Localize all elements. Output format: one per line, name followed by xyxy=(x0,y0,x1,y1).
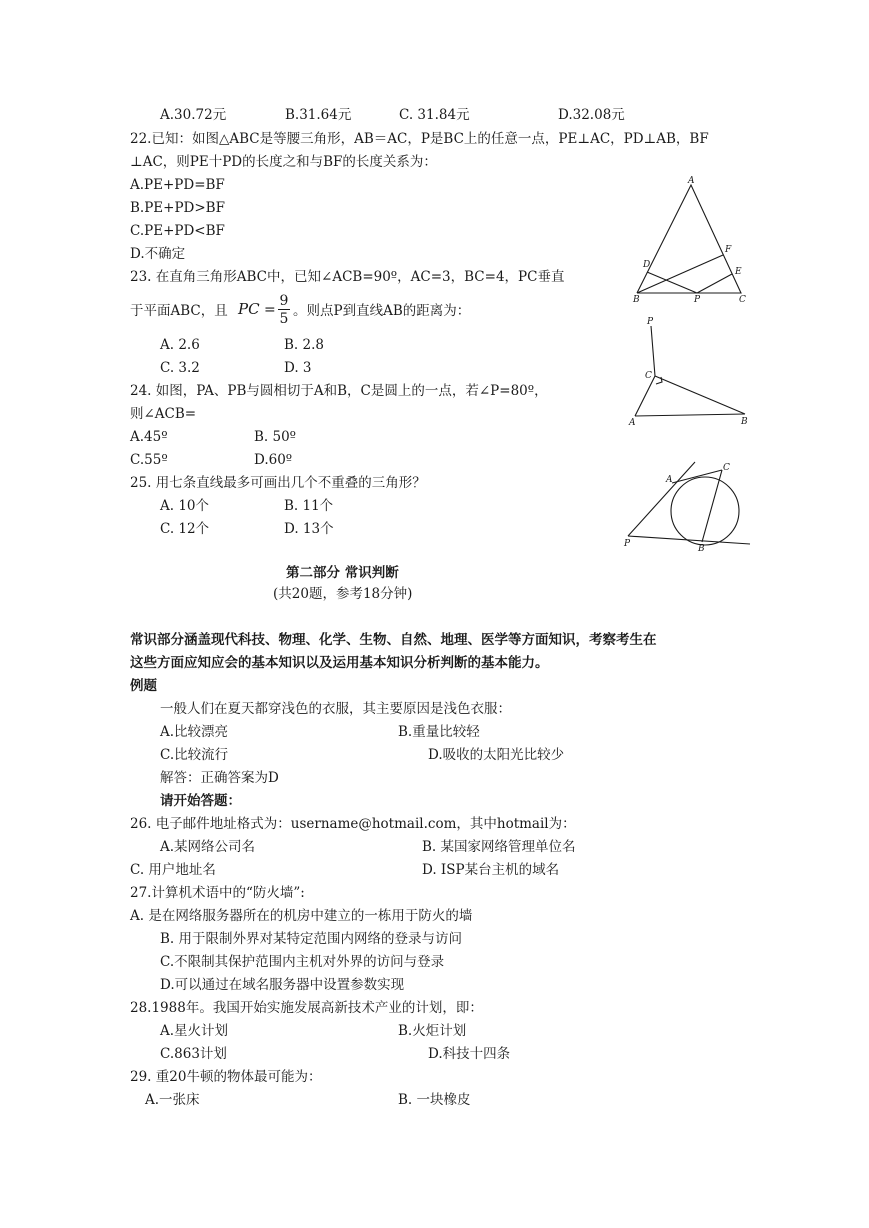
q23-fraction-numerator: 9 xyxy=(279,293,289,309)
q22-option-d: D.不确定 xyxy=(130,246,186,262)
q21-option-b: B.31.64元 xyxy=(285,107,352,123)
q28-question: 28.1988年。我国开始实施发展高新技术产业的计划，即： xyxy=(130,1000,483,1016)
q23-formula-pc: PC xyxy=(238,300,260,318)
example-question: 一般人们在夏天都穿浅色的衣服，其主要原因是浅色衣服： xyxy=(160,701,511,717)
q24-option-d: D.60º xyxy=(254,452,293,468)
q24-tangent-circle-figure xyxy=(620,460,755,555)
q23-formula-equals: = xyxy=(264,302,276,318)
q23-label-a: A xyxy=(629,418,636,428)
q26-option-c: C. 用户地址名 xyxy=(130,862,216,878)
q27-option-d: D.可以通过在域名服务器中设置参数实现 xyxy=(160,977,405,993)
q29-option-a: A.一张床 xyxy=(145,1092,200,1108)
q26-question: 26. 电子邮件地址格式为：username@hotmail.com，其中hotmail为： xyxy=(130,816,576,832)
q23-option-d: D. 3 xyxy=(284,360,312,376)
q23-fraction-denominator: 5 xyxy=(279,311,289,327)
q23-question-line1: 23. 在直角三角形ABC中，已知∠ACB=90º，AC=3，BC=4，PC垂直 xyxy=(130,269,565,285)
q23-label-c: C xyxy=(645,371,652,381)
q28-option-a: A.星火计划 xyxy=(160,1023,229,1039)
q24-option-b: B. 50º xyxy=(254,429,297,445)
q27-option-a: A. 是在网络服务器所在的机房中建立的一栋用于防火的墙 xyxy=(130,908,473,924)
q22-triangle-figure xyxy=(625,175,755,305)
q21-option-c: C. 31.84元 xyxy=(399,107,470,123)
part2-intro-line1: 常识部分涵盖现代科技、物理、化学、生物、自然、地理、医学等方面知识，考察考生在 xyxy=(130,632,657,648)
q28-option-b: B.火炬计划 xyxy=(398,1023,467,1039)
q23-option-b: B. 2.8 xyxy=(284,337,324,353)
q22-label-p: P xyxy=(694,295,701,305)
q24-label-c: C xyxy=(723,463,730,473)
q29-question: 29. 重20牛顿的物体最可能为： xyxy=(130,1069,322,1085)
q25-option-a: A. 10个 xyxy=(160,498,210,514)
q22-label-f: F xyxy=(725,245,732,255)
q22-label-a: A xyxy=(688,176,695,186)
example-option-a: A.比较漂亮 xyxy=(160,724,229,740)
q24-label-a: A xyxy=(666,475,673,485)
start-answering: 请开始答题： xyxy=(160,793,241,809)
q22-label-d: D xyxy=(643,260,651,270)
q22-label-b: B xyxy=(633,295,640,305)
q22-option-a: A.PE+PD=BF xyxy=(130,177,225,193)
q23-label-b: B xyxy=(741,417,748,427)
q28-option-d: D.科技十四条 xyxy=(428,1046,511,1062)
q23-option-a: A. 2.6 xyxy=(160,337,200,353)
q27-question: 27.计算机术语中的“防火墙”: xyxy=(130,885,305,901)
part2-intro-line2: 这些方面应知应会的基本知识以及运用基本知识分析判断的基本能力。 xyxy=(130,655,549,671)
q24-label-p: P xyxy=(624,539,631,549)
q25-option-c: C. 12个 xyxy=(160,521,210,537)
q22-option-b: B.PE+PD>BF xyxy=(130,200,225,216)
q23-option-c: C. 3.2 xyxy=(160,360,200,376)
example-option-b: B.重量比较轻 xyxy=(398,724,480,740)
q24-option-a: A.45º xyxy=(130,429,168,445)
q24-question-line2: 则∠ACB= xyxy=(130,406,197,422)
q25-option-d: D. 13个 xyxy=(284,521,334,537)
q22-question-line2: ⊥AC，则PE十PD的长度之和与BF的长度关系为： xyxy=(130,154,437,170)
q24-option-c: C.55º xyxy=(130,452,168,468)
part2-title: 第二部分 常识判断 xyxy=(286,565,399,581)
q23-formula-fraction xyxy=(278,292,290,328)
q22-question-line1: 22.已知：如图△ABC是等腰三角形，AB＝AC，P是BC上的任意一点，PE⊥AC，PD⊥AB，BF xyxy=(130,131,709,147)
q22-option-c: C.PE+PD<BF xyxy=(130,223,225,239)
q26-option-b: B. 某国家网络管理单位名 xyxy=(422,839,576,855)
part2-subtitle: (共20题，参考18分钟) xyxy=(273,586,413,602)
q22-label-e: E xyxy=(735,267,742,277)
q21-option-a: A.30.72元 xyxy=(160,107,227,123)
example-option-d: D.吸收的太阳光比较少 xyxy=(428,747,565,763)
q29-option-b: B. 一块橡皮 xyxy=(398,1092,471,1108)
q21-option-d: D.32.08元 xyxy=(558,107,625,123)
q24-label-b: B xyxy=(698,544,705,554)
q23-perpendicular-figure xyxy=(625,312,755,432)
q22-label-c: C xyxy=(739,295,746,305)
q25-option-b: B. 11个 xyxy=(284,498,334,514)
example-option-c: C.比较流行 xyxy=(160,747,229,763)
q25-question-line1: 25. 用七条直线最多可画出几个不重叠的三角形？ xyxy=(130,475,426,491)
q27-option-b: B. 用于限制外界对某特定范围内网络的登录与访问 xyxy=(160,931,463,947)
q28-option-c: C.863计划 xyxy=(160,1046,227,1062)
q23-question-line2-before: 于平面ABC，且 xyxy=(130,303,228,319)
example-answer: 解答：正确答案为D xyxy=(160,770,279,786)
q23-fraction-bar xyxy=(278,309,290,310)
q27-option-c: C.不限制其保护范围内主机对外界的访问与登录 xyxy=(160,954,445,970)
q23-question-line2-after: 。则点P到直线AB的距离为： xyxy=(293,303,471,319)
q26-option-d: D. ISP某台主机的域名 xyxy=(422,862,560,878)
example-heading: 例题 xyxy=(130,678,157,694)
q23-label-p: P xyxy=(647,317,654,327)
q26-option-a: A.某网络公司名 xyxy=(160,839,256,855)
q24-question-line1: 24. 如图，PA、PB与圆相切于A和B，C是圆上的一点，若∠P=80º， xyxy=(130,383,548,399)
